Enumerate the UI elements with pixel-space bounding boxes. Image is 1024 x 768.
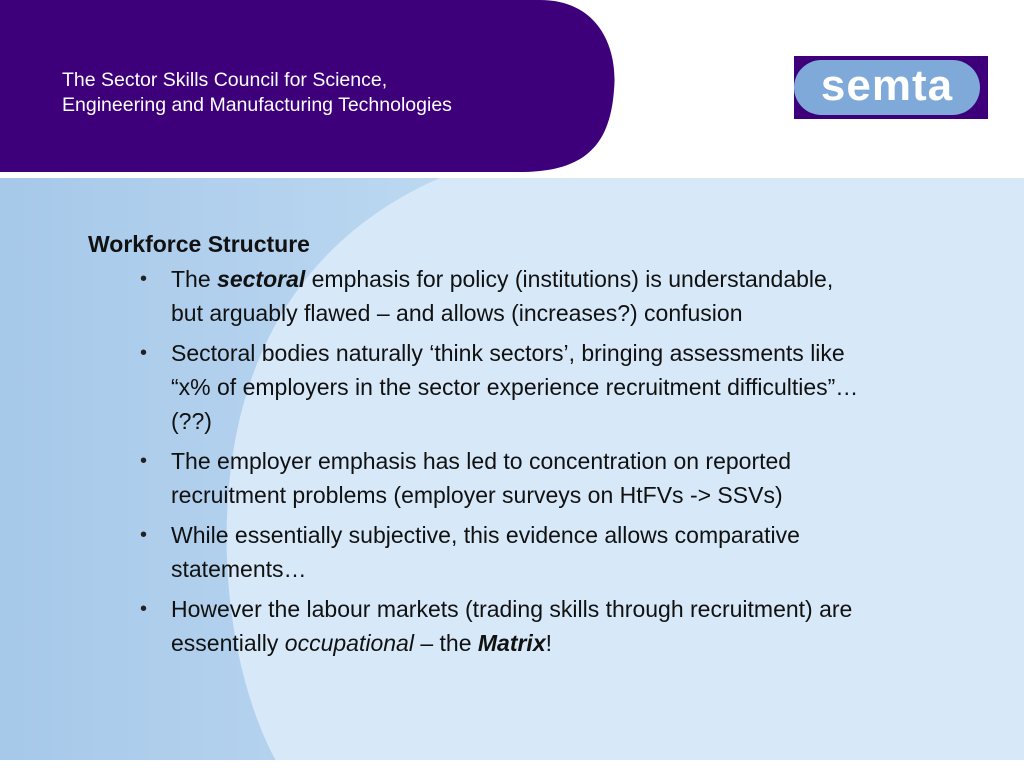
- bottom-strip: [0, 760, 1024, 768]
- bullet-item-5: [88, 592, 871, 660]
- bullet-marker: •: [140, 342, 148, 364]
- bullet-item-4: [88, 518, 871, 586]
- bullet-italic-text: occupational: [284, 630, 414, 656]
- header-title-line-1: The Sector Skills Council for Science,: [62, 69, 388, 91]
- bullet-marker: •: [140, 524, 148, 546]
- bullet-text: – the: [413, 630, 478, 656]
- header-title-line-2: Engineering and Manufacturing Technologies: [62, 94, 452, 116]
- logo-text: semta: [820, 60, 954, 110]
- bullet-marker: •: [140, 598, 148, 620]
- header-title: [62, 68, 602, 118]
- bullet-list: [88, 262, 968, 660]
- bullet-text: The employer emphasis has led to concentration on reported recruitment problems (employer surveys on HtFVs -> SSVs): [171, 448, 792, 508]
- bullet-emphasis: Matrix: [477, 630, 546, 656]
- bullet-emphasis: sectoral: [217, 266, 306, 292]
- bullet-item-3: [88, 444, 871, 512]
- bullet-item-2: [88, 336, 871, 438]
- bullet-marker: •: [140, 268, 148, 290]
- content-area: [88, 228, 968, 666]
- semta-logo: [794, 56, 988, 119]
- section-heading: Workforce Structure: [88, 231, 310, 257]
- bullet-text: While essentially subjective, this evidence allows comparative statements…: [171, 522, 800, 582]
- bullet-text: !: [545, 630, 553, 656]
- bullet-text: emphasis for policy (institutions) is understandable, but arguably flawed – and allows (increases?) confusion: [171, 266, 834, 326]
- bullet-text: However the labour markets (trading skills through recruitment) are essentially: [171, 596, 853, 656]
- bullet-text: Sectoral bodies naturally ‘think sectors’, bringing assessments like “x% of employers in the sector experience recruitment difficulties”…(??): [171, 340, 859, 434]
- bullet-text: The: [171, 266, 218, 292]
- bullet-marker: •: [140, 450, 148, 472]
- bullet-item-1: [88, 262, 871, 330]
